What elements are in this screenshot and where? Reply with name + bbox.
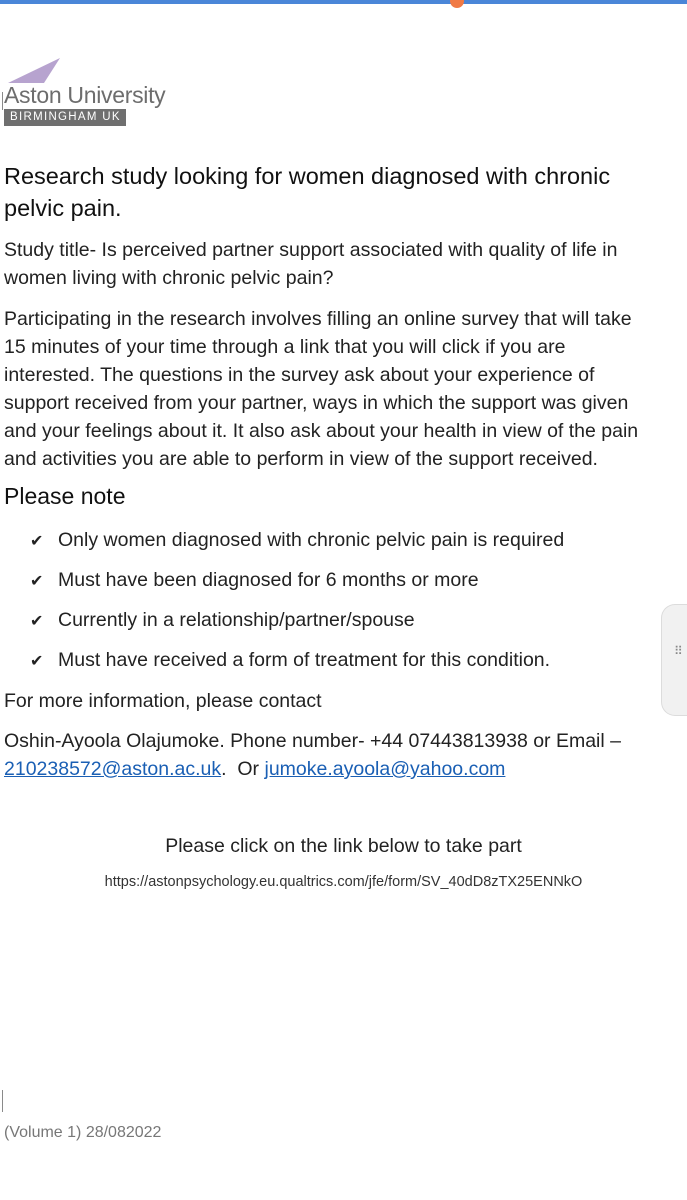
or-separator: . Or (221, 758, 265, 780)
description-line: interested. The questions in the survey ask about your experience of (4, 364, 595, 386)
logo-name: Aston University (4, 82, 166, 108)
description-line: and your feelings about it. It also ask about your health in view of the pain (4, 420, 639, 442)
text-cursor-mark (2, 1090, 3, 1112)
description-line: and activities you are able to perform in view of the support received. (4, 448, 598, 470)
scroll-position-dot[interactable] (450, 0, 464, 8)
check-icon: ✔ (30, 533, 44, 550)
note-text: Must have been diagnosed for 6 months or more (58, 569, 479, 591)
note-text: Must have received a form of treatment for this condition. (58, 649, 551, 671)
page-title: Research study looking for women diagnosed with chronic pelvic pain. (4, 163, 611, 221)
contact-line: Oshin-Ayoola Olajumoke. Phone number- +44 07443813938 or Email – (4, 730, 621, 752)
footer-version: (Volume 1) 28/082022 (4, 1124, 162, 1141)
check-icon: ✔ (30, 653, 44, 670)
logo-triangle-icon (4, 56, 74, 84)
survey-url[interactable]: https://astonpsychology.eu.qualtrics.com/jfe/form/SV_40dD8zTX25ENNkO (104, 874, 583, 890)
check-icon: ✔ (30, 613, 44, 630)
contact-intro: For more information, please contact (4, 690, 322, 712)
aston-university-logo (4, 56, 174, 128)
please-note-heading: Please note (4, 483, 126, 509)
text-cursor-mark (2, 92, 3, 110)
side-panel-handle[interactable] (661, 604, 687, 716)
note-text: Only women diagnosed with chronic pelvic pain is required (58, 529, 565, 551)
description-line: 15 minutes of your time through a link that you will click if you are (4, 336, 566, 358)
grip-icon: ⠿ (674, 644, 684, 658)
check-icon: ✔ (30, 573, 44, 590)
email-link-aston[interactable]: 210238572@aston.ac.uk (4, 758, 222, 780)
email-link-yahoo[interactable]: jumoke.ayoola@yahoo.com (264, 758, 506, 780)
note-text: Currently in a relationship/partner/spouse (58, 609, 415, 631)
top-progress-bar (0, 0, 687, 4)
study-title-line: women living with chronic pelvic pain? (4, 267, 334, 289)
description-line: support received from your partner, ways in which the support was given (4, 392, 629, 414)
description-line: Participating in the research involves filling an online survey that will take (4, 308, 632, 330)
study-title-line: Study title- Is perceived partner support associated with quality of life in (4, 239, 618, 261)
contact-emails (4, 755, 505, 783)
call-to-action: Please click on the link below to take part (165, 835, 522, 857)
logo-band: BIRMINGHAM UK (4, 109, 126, 126)
